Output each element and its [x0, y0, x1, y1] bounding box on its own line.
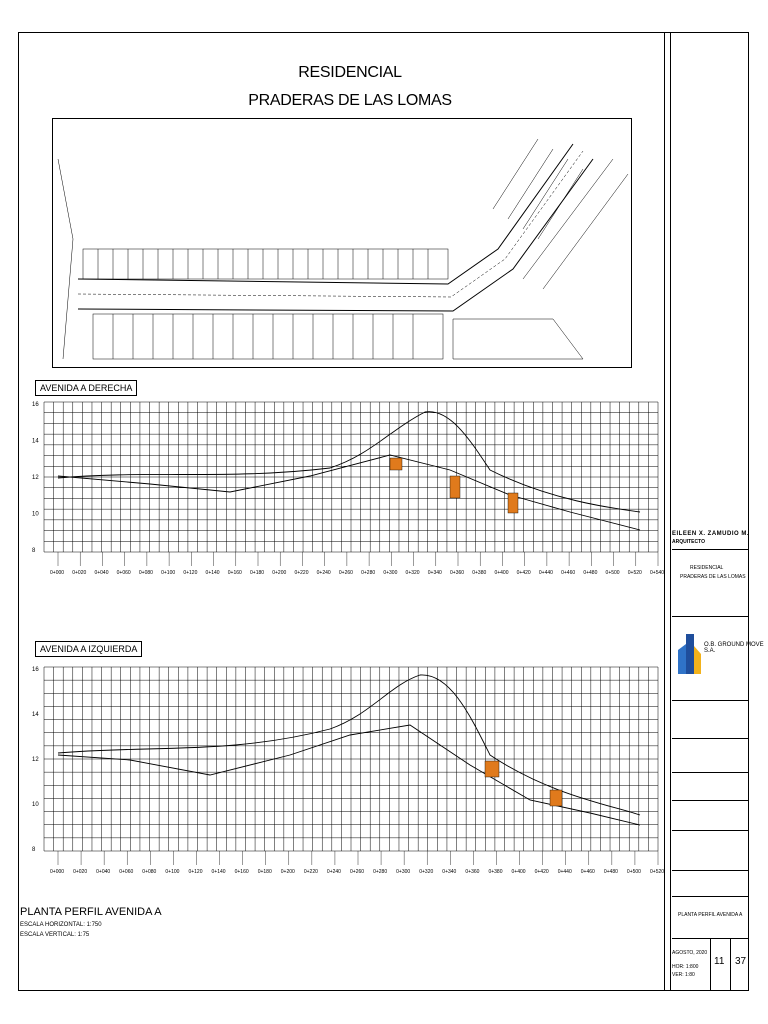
station-label: 0+220 [294, 570, 309, 576]
station-label: 0+200 [280, 869, 295, 875]
station-label: 0+120 [188, 869, 203, 875]
tb-rule [672, 830, 749, 831]
station-label: 0+300 [383, 570, 398, 576]
station-label: 0+360 [450, 570, 465, 576]
y-tick-label: 8 [32, 847, 36, 853]
station-label: 0+480 [583, 570, 598, 576]
station-label: 0+520 [650, 869, 665, 875]
profile-label-izquierda: AVENIDA A IZQUIERDA [35, 641, 142, 657]
y-tick-label: 12 [32, 757, 39, 763]
cut-fill-marker [508, 493, 518, 513]
profile-derecha-chart [30, 400, 666, 585]
cut-fill-marker [390, 458, 402, 470]
station-label: 0+180 [257, 869, 272, 875]
tb-rule [672, 870, 749, 871]
station-label: 0+000 [50, 570, 65, 576]
tb-project-1: RESIDENCIAL [690, 565, 724, 571]
station-label: 0+420 [516, 570, 531, 576]
station-label: 0+280 [373, 869, 388, 875]
cut-fill-marker [450, 476, 460, 498]
station-label: 0+160 [234, 869, 249, 875]
tb-scale-a: HOR: 1:800 [672, 964, 699, 970]
station-label: 0+240 [316, 570, 331, 576]
tb-rule [672, 616, 749, 617]
company-logo [676, 630, 702, 676]
station-label: 0+060 [116, 570, 131, 576]
station-label: 0+080 [142, 869, 157, 875]
station-label: 0+400 [494, 570, 509, 576]
tb-rule [672, 738, 749, 739]
y-tick-label: 14 [32, 438, 39, 445]
cut-fill-marker [550, 790, 562, 806]
y-tick-label: 10 [32, 511, 39, 518]
station-label: 0+200 [272, 570, 287, 576]
project-title-line2: PRADERAS DE LAS LOMAS [248, 92, 452, 109]
station-label: 0+140 [211, 869, 226, 875]
site-plan [52, 118, 632, 368]
tb-cell-divider [710, 938, 711, 991]
station-label: 0+040 [96, 869, 111, 875]
scale-vertical: ESCALA VERTICAL: 1:75 [20, 932, 90, 938]
tb-rule [672, 549, 749, 550]
scale-horizontal: ESCALA HORIZONTAL: 1:750 [20, 922, 102, 928]
tb-scale-b: VER: 1:80 [672, 972, 695, 978]
tb-rule [672, 896, 749, 897]
station-label: 0+320 [405, 570, 420, 576]
architect-name: EILEEN X. ZAMUDIO M. [672, 531, 750, 537]
y-tick-label: 16 [32, 667, 39, 673]
y-tick-label: 8 [32, 548, 36, 554]
tb-rule [672, 700, 749, 701]
sheet-number: 11 [714, 956, 725, 967]
station-label: 0+180 [250, 570, 265, 576]
station-label: 0+260 [350, 869, 365, 875]
y-tick-label: 12 [32, 475, 39, 481]
station-label: 0+020 [73, 869, 88, 875]
station-label: 0+500 [605, 570, 620, 576]
cut-fill-marker [485, 761, 499, 777]
station-label: 0+260 [338, 570, 353, 576]
title-block-divider-inner [670, 32, 671, 991]
profile-izquierda-chart [30, 665, 666, 885]
station-label: 0+360 [465, 869, 480, 875]
station-label: 0+440 [538, 570, 553, 576]
y-tick-label: 14 [32, 712, 39, 718]
tb-rule [672, 800, 749, 801]
station-label: 0+320 [419, 869, 434, 875]
y-tick-label: 10 [32, 802, 39, 808]
station-label: 0+440 [557, 869, 572, 875]
station-label: 0+140 [205, 570, 220, 576]
station-label: 0+100 [161, 570, 176, 576]
station-label: 0+100 [165, 869, 180, 875]
station-label: 0+340 [427, 570, 442, 576]
tb-cell-divider [730, 938, 731, 991]
station-label: 0+220 [303, 869, 318, 875]
y-tick-label: 16 [32, 402, 39, 408]
site-plan-drawing [53, 119, 632, 368]
station-label: 0+160 [227, 570, 242, 576]
station-label: 0+060 [119, 869, 134, 875]
sheet-plan-title: PLANTA PERFIL AVENIDA A [20, 906, 162, 918]
station-label: 0+500 [626, 869, 641, 875]
station-label: 0+300 [396, 869, 411, 875]
station-label: 0+280 [361, 570, 376, 576]
tb-sheet-name: PLANTA PERFIL AVENIDA A [678, 912, 743, 918]
station-label: 0+080 [138, 570, 153, 576]
architect-role: ARQUITECTO [672, 539, 705, 545]
station-label: 0+120 [183, 570, 198, 576]
station-label: 0+000 [50, 869, 65, 875]
station-label: 0+340 [442, 869, 457, 875]
station-label: 0+540 [650, 570, 665, 576]
company-name: O.B. GROUND MOVE S.A. [704, 642, 764, 654]
station-label: 0+380 [472, 570, 487, 576]
tb-project-2: PRADERAS DE LAS LOMAS [680, 574, 746, 580]
tb-rule [672, 772, 749, 773]
station-label: 0+040 [94, 570, 109, 576]
station-label: 0+460 [561, 570, 576, 576]
station-label: 0+020 [72, 570, 87, 576]
station-label: 0+240 [326, 869, 341, 875]
station-label: 0+480 [603, 869, 618, 875]
station-label: 0+460 [580, 869, 595, 875]
tb-date: AGOSTO, 2020 [672, 950, 708, 956]
sheet-total: 37 [735, 956, 747, 967]
station-label: 0+400 [511, 869, 526, 875]
station-label: 0+520 [627, 570, 642, 576]
station-label: 0+420 [534, 869, 549, 875]
station-label: 0+380 [488, 869, 503, 875]
profile-label-derecha: AVENIDA A DERECHA [35, 380, 137, 396]
project-title-line1: RESIDENCIAL [298, 64, 402, 81]
